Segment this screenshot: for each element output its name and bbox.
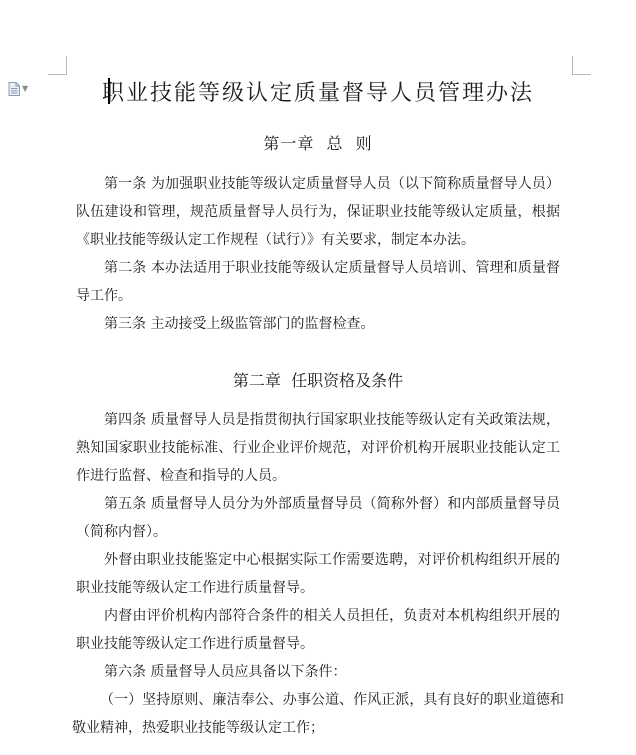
document-title[interactable]: 职业技能等级认定质量督导人员管理办法: [101, 81, 534, 106]
article-3[interactable]: 第三条 主动接受上级监管部门的监督检查。: [104, 316, 375, 332]
article-5[interactable]: 第五条 质量督导人员分为外部质量督导员（简称外督）和内部质量督导员（简称内督）。: [76, 496, 560, 540]
page-corner-mark-top-left: [48, 56, 67, 75]
chapter-heading-2[interactable]: 第二章 任职资格及条件: [232, 371, 404, 390]
paragraph-internal-supervisor[interactable]: 内督由评价机构内部符合条件的相关人员担任，负责对本机构组织开展的职业技能等级认定工作进行质量督导。: [76, 608, 560, 652]
article-2[interactable]: 第二条 本办法适用于职业技能等级认定质量督导人员培训、管理和质量督导工作。: [76, 260, 560, 304]
condition-item-1[interactable]: （一）坚持原则、廉洁奉公、办事公道、作风正派，具有良好的职业道德和敬业精神，热爱职业技能等级认定工作；: [72, 692, 564, 736]
article-4[interactable]: 第四条 质量督导人员是指贯彻执行国家职业技能等级认定有关政策法规，熟知国家职业技能标准、行业企业评价规范，对评价机构开展职业技能认定工作进行监督、检查和指导的人员。: [76, 412, 560, 484]
chevron-down-icon: ▼: [22, 84, 29, 93]
article-6[interactable]: 第六条 质量督导人员应具备以下条件：: [104, 664, 347, 680]
paragraph-external-supervisor[interactable]: 外督由职业技能鉴定中心根据实际工作需要选聘，对评价机构组织开展的职业技能等级认定工作进行质量督导。: [76, 552, 560, 596]
article-1[interactable]: 第一条 为加强职业技能等级认定质量督导人员（以下简称质量督导人员）队伍建设和管理，规范质量督导人员行为，保证职业技能等级认定质量，根据《职业技能等级认定工作规程（试行）》有关要求，制定本办法。: [76, 176, 560, 248]
chapter-heading-1[interactable]: 第一章 总 则: [263, 134, 373, 153]
page-corner-mark-top-right: [572, 56, 591, 75]
